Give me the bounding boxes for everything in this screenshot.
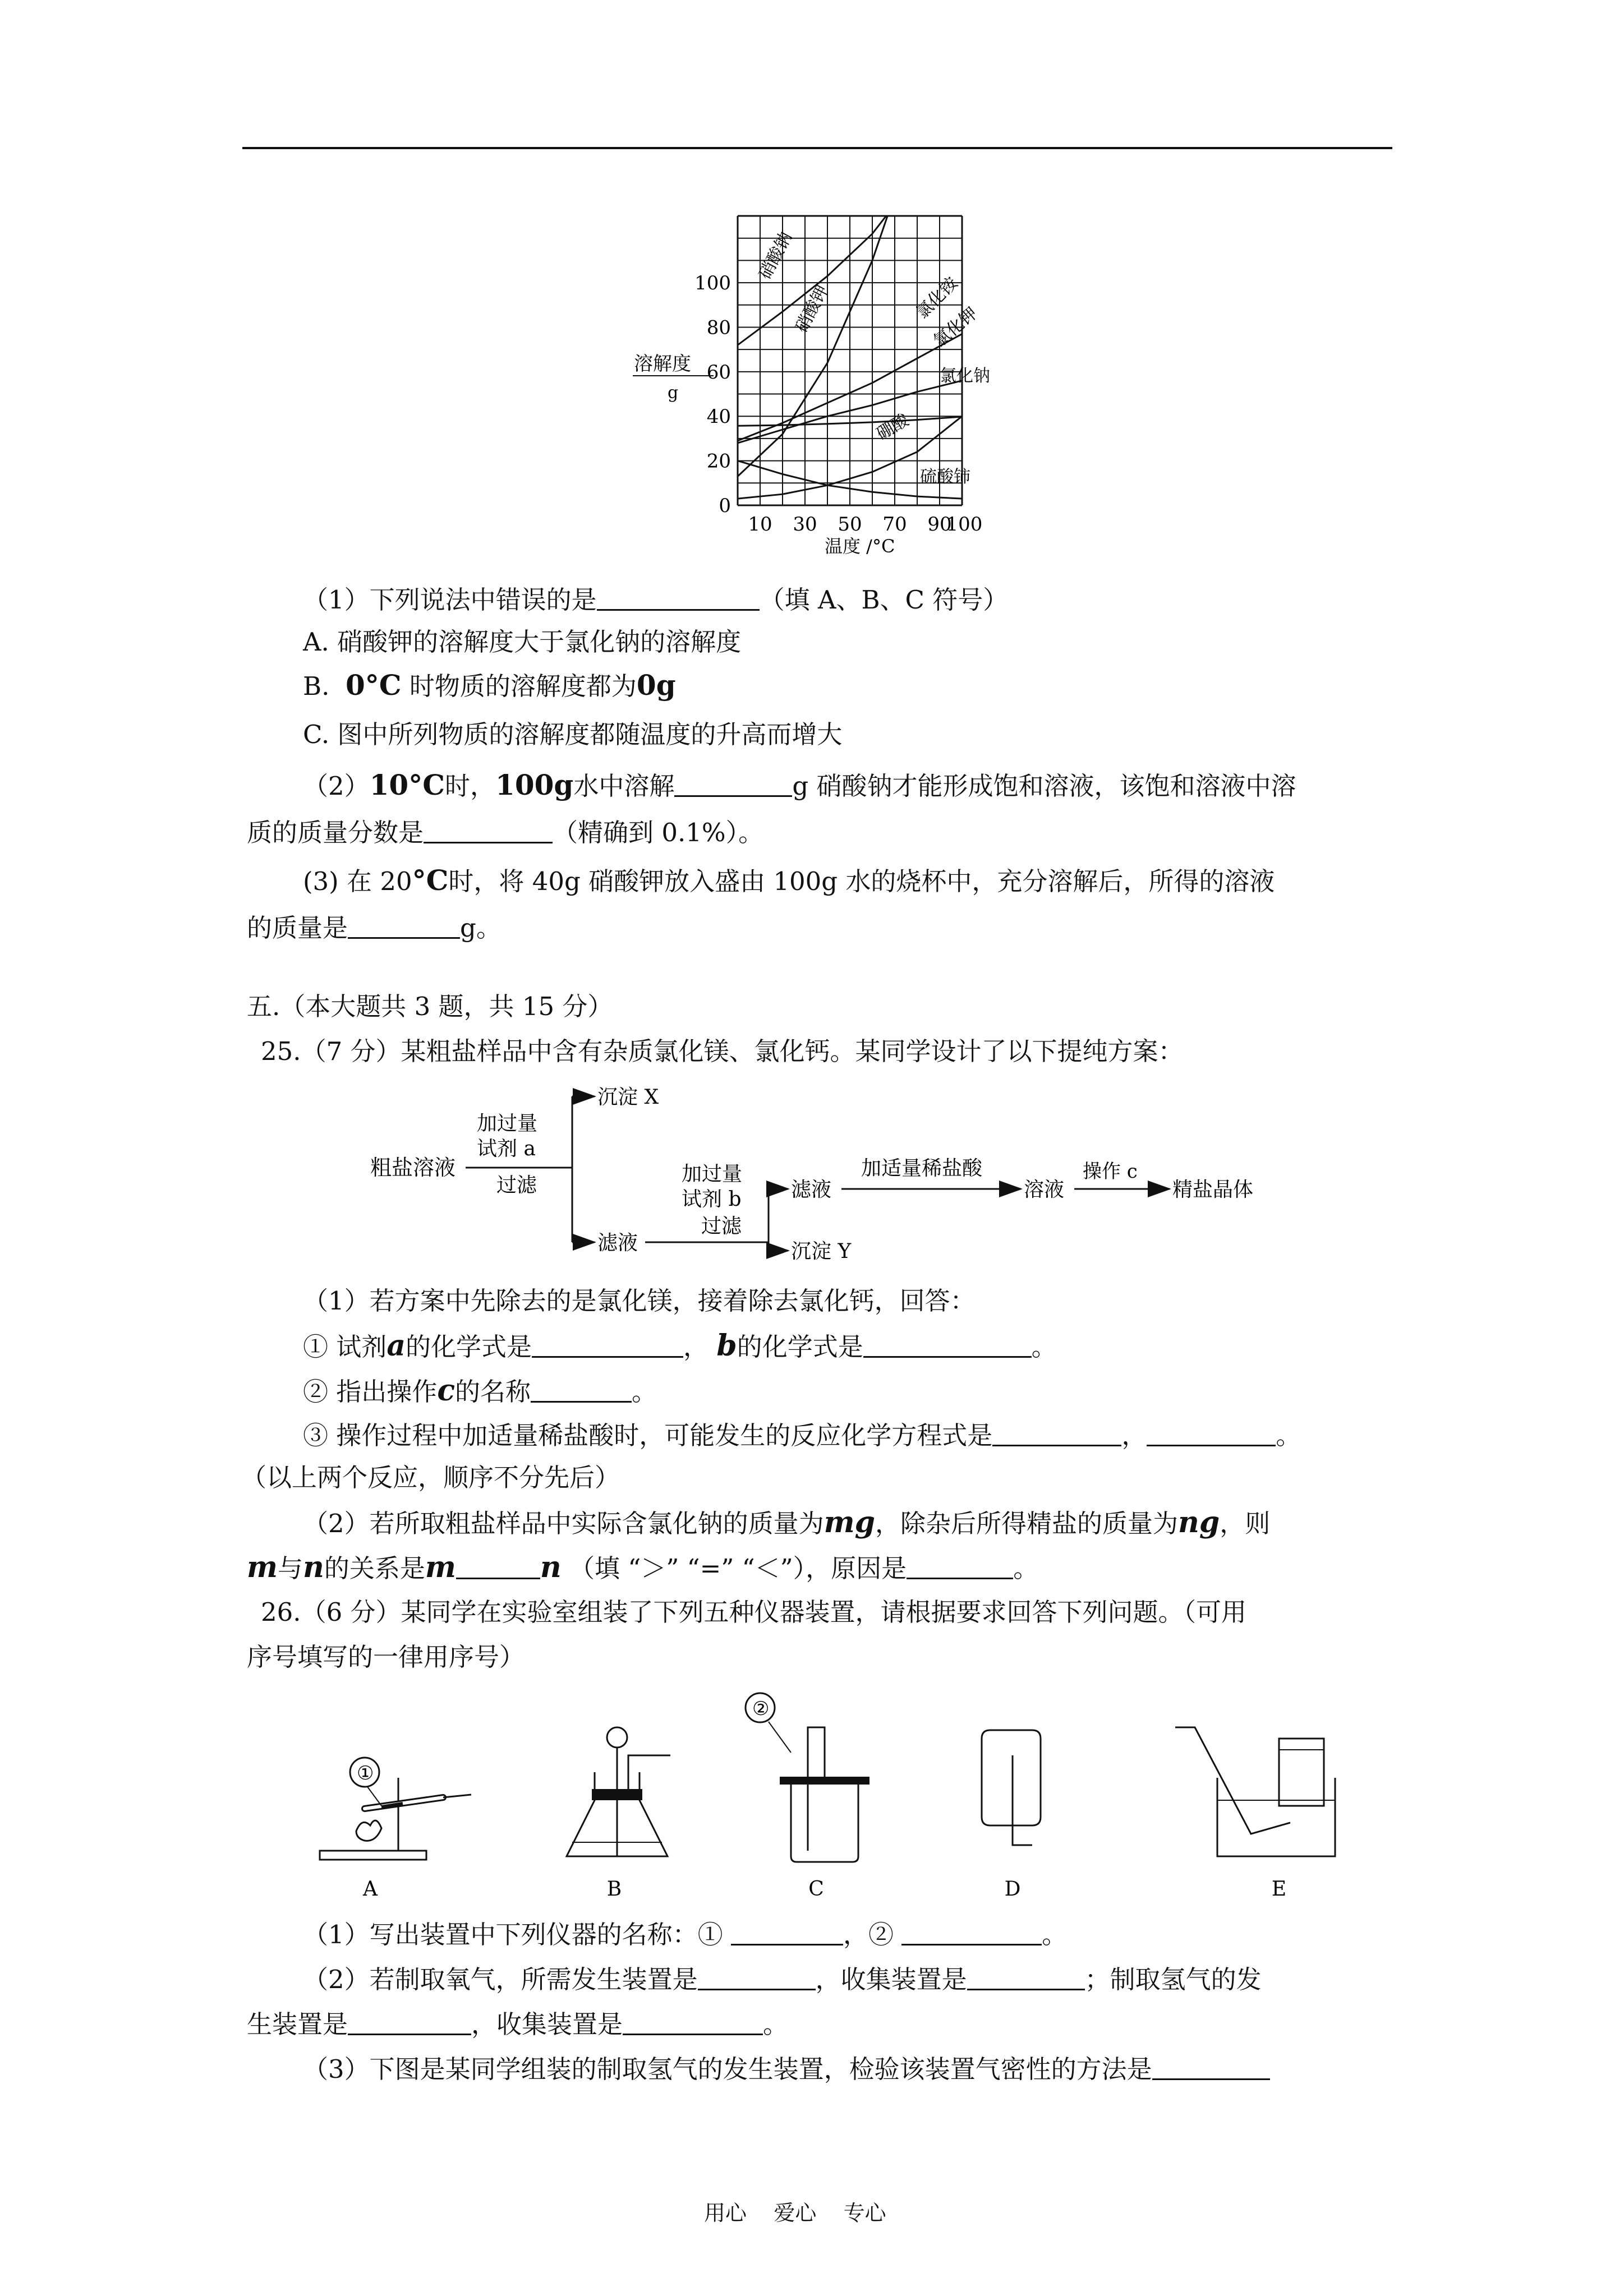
page-footer: 用心 爱心 专心 (704, 2201, 886, 2225)
flow-ppt-x: 沉淀 X (597, 1086, 659, 1109)
q24-p2-num: （2） (303, 771, 370, 801)
q26-p2-text-c: ；制取氢气的发 (1084, 1965, 1262, 1994)
q25-p2-end: 。 (1013, 1553, 1039, 1583)
series-label: 氯化钾 (930, 303, 982, 352)
q26-p2-text-d: 生装置是 (247, 2009, 348, 2039)
q26-part1 (303, 1918, 1067, 1952)
q24-p3-text-b: 时，将 40g 硝酸钾放入盛由 100g 水的烧杯中，充分溶解后，所得的溶液 (448, 866, 1275, 896)
q24-part3 (303, 864, 1275, 898)
q26-part2 (303, 1963, 1262, 1997)
flow-r1-c: 过滤 (496, 1174, 537, 1197)
flow-filtrate2: 滤液 (791, 1178, 832, 1201)
q24-part1 (303, 583, 1008, 617)
solubility-chart (617, 208, 1032, 566)
q24-p3-text-a: (3) 在 20 (303, 866, 412, 896)
flow-r2-c: 过滤 (701, 1215, 742, 1238)
x-tick-label: 10 (748, 513, 772, 536)
q25-part1: （1）若方案中先除去的是氯化镁，接着除去氯化钙，回答： (303, 1286, 976, 1316)
series-label: 氯化钠 (940, 366, 990, 386)
answer-blank-q25-c[interactable] (531, 1376, 632, 1403)
y-tick-label: 60 (706, 361, 731, 384)
q24-p2-text-a: 时， (445, 771, 496, 801)
answer-blank-q25-eq2[interactable] (1147, 1420, 1276, 1446)
answer-blank-q25-compare[interactable] (456, 1553, 540, 1579)
answer-blank-q24-2[interactable] (674, 771, 792, 797)
q24-p1-hint: （填 A、B、C 符号） (759, 585, 1009, 615)
var-m-2: m (425, 1550, 456, 1584)
series-label: 氯化铵 (912, 273, 962, 323)
apparatus-d (982, 1730, 1041, 1845)
q25-s3-text-a: ③ 操作过程中加适量稀盐酸时，可能发生的反应化学方程式是 (303, 1421, 993, 1450)
x-tick-label: 50 (838, 513, 862, 536)
q25-s2-text-b: 的名称 (454, 1377, 531, 1407)
chart-yunit: g (668, 383, 679, 403)
apparatus-label-d: D (1004, 1878, 1021, 1901)
flow-product: 精盐晶体 (1172, 1178, 1254, 1201)
chart-xlabel: 温度 /°C (825, 536, 895, 557)
q26-p2-text-b: ，收集装置是 (815, 1965, 967, 1994)
flow-r2-a: 加过量 (682, 1163, 743, 1186)
y-tick-label: 40 (706, 405, 731, 428)
mass-n-symbol: ng (1178, 1505, 1220, 1539)
flow-filtrate1: 滤液 (597, 1232, 638, 1255)
q26-part3 (303, 2053, 1270, 2086)
y-tick-label: 80 (706, 316, 731, 339)
q25-s1-text-b: 的化学式是 (406, 1332, 532, 1362)
y-tick-label: 20 (706, 450, 731, 473)
q25-s1-comma: ， (683, 1332, 709, 1362)
flow-solution: 溶液 (1024, 1178, 1065, 1201)
q26-p2-text-a: （2）若制取氧气，所需发生装置是 (303, 1965, 698, 1994)
flow-r2-b: 试剂 b (682, 1188, 742, 1211)
q25-s2-end: 。 (632, 1377, 657, 1407)
q26-p2-text-e: ，收集装置是 (471, 2009, 623, 2039)
q25-s1-end: 。 (1031, 1332, 1057, 1362)
answer-blank-q26-5[interactable] (348, 2009, 471, 2035)
chart-x-tick-labels (748, 513, 982, 536)
series-label: 硫酸铈 (920, 467, 970, 487)
apparatus-label-b: B (606, 1878, 622, 1901)
q26-intro-line2: 序号填写的一律用序号） (247, 1642, 525, 1672)
answer-blank-q24-4[interactable] (348, 912, 460, 939)
answer-blank-q25-eq1[interactable] (992, 1420, 1121, 1446)
q26-p1-text-b: ，② (843, 1920, 894, 1949)
reagent-b-symbol: b (716, 1329, 737, 1363)
apparatus-e (1175, 1727, 1335, 1856)
q24-p3-text-d: g。 (460, 913, 502, 943)
apparatus-label-c: C (808, 1878, 824, 1901)
q25-sub2 (303, 1374, 657, 1409)
q24-p2-temp: 10°C (369, 768, 445, 801)
q24-p2-text-d: 质的质量分数是 (247, 818, 424, 847)
q24-p2-text-e: （精确到 0.1%）。 (553, 818, 764, 847)
q24-p2-text-b: 水中溶解 (573, 771, 675, 801)
q24-p3-unit: °C (412, 864, 449, 897)
answer-blank-q26-3[interactable] (698, 1964, 816, 1990)
opt-b-letter: B. (303, 671, 330, 701)
q24-p2-mass: 100g (495, 768, 574, 801)
answer-blank-q25-reason[interactable] (907, 1553, 1013, 1579)
series-label: 硝酸钾 (792, 282, 833, 336)
answer-blank-q24-3[interactable] (424, 817, 553, 843)
x-tick-label: 100 (946, 513, 983, 536)
q25-p2-text-a: （2）若所取粗盐样品中实际含氯化钠的质量为 (303, 1509, 824, 1538)
q25-part2-line2 (247, 1551, 1038, 1585)
reagent-a-symbol: a (387, 1329, 406, 1363)
q25-s1-text-d: 的化学式是 (737, 1332, 863, 1362)
q24-part3-line2 (247, 911, 502, 945)
x-tick-label: 90 (927, 513, 952, 536)
chart-y-tick-labels (694, 272, 731, 517)
q25-sub1 (303, 1329, 1057, 1364)
opt-b-text: 时物质的溶解度都为 (409, 671, 637, 701)
q24-option-c: C. 图中所列物质的溶解度都随温度的升高而增大 (303, 720, 843, 749)
apparatus-labels (362, 1878, 1286, 1901)
q26-p2-end: 。 (763, 2009, 789, 2039)
chart-ylabel: 溶解度 (634, 353, 691, 375)
circle-1-label: ① (357, 1762, 374, 1785)
flow-r1-b: 试剂 a (477, 1137, 536, 1160)
q25-p2-text-c: ，则 (1220, 1509, 1271, 1538)
operation-c-symbol: c (437, 1373, 455, 1408)
y-tick-label: 100 (694, 272, 731, 295)
x-tick-label: 30 (793, 513, 817, 536)
q26-intro: 26.（6 分）某同学在实验室组装了下列五种仪器装置，请根据要求回答下列问题。（可用 (261, 1597, 1247, 1627)
q25-p2-text-f: （填 “＞” “=” “＜”），原因是 (569, 1553, 907, 1583)
answer-blank-q26-6[interactable] (623, 2009, 763, 2035)
q25-sub3-note: （以上两个反应，顺序不分先后） (241, 1463, 620, 1492)
mass-m-symbol: mg (823, 1505, 876, 1539)
q26-p3-text: （3）下图是某同学组装的制取氢气的发生装置，检验该装置气密性的方法是 (303, 2054, 1152, 2084)
apparatus-label-e: E (1271, 1878, 1287, 1901)
flow-start: 粗盐溶液 (370, 1155, 456, 1180)
q25-s1-text-a: ① 试剂 (303, 1332, 387, 1362)
q25-s2-text-a: ② 指出操作 (303, 1377, 438, 1407)
q25-p2-text-b: ，除杂后所得精盐的质量为 (875, 1509, 1179, 1538)
q24-option-b (303, 668, 676, 703)
q24-part2-line2 (247, 816, 763, 850)
apparatus-label-a: A (363, 1878, 378, 1901)
flow-r1-a: 加过量 (477, 1112, 538, 1135)
series-label: 硝酸钠 (755, 228, 797, 283)
purification-flowchart (370, 1082, 1324, 1262)
q25-p2-text-e: 的关系是 (324, 1553, 425, 1583)
q24-option-a: A. 硝酸钾的溶解度大于氯化钠的溶解度 (303, 627, 742, 657)
x-tick-label: 70 (882, 513, 907, 536)
q24-p1-text: （1）下列说法中错误的是 (303, 585, 597, 615)
q25-s3-comma: ， (1121, 1421, 1147, 1450)
answer-blank-q25-a[interactable] (532, 1331, 683, 1358)
q24-p2-text-c: g 硝酸钠才能形成饱和溶液，该饱和溶液中溶 (792, 771, 1296, 801)
q25-p2-text-d: 与 (278, 1553, 303, 1583)
q25-s3-end: 。 (1276, 1421, 1301, 1450)
apparatus-c (746, 1693, 869, 1862)
opt-b-temp: 0°C (345, 668, 402, 702)
header-rule (242, 147, 1392, 149)
section-heading: 五.（本大题共 3 题，共 15 分） (247, 992, 613, 1021)
flow-acid: 加适量稀盐酸 (861, 1157, 983, 1180)
apparatus-b (567, 1727, 670, 1856)
q25-intro: 25.（7 分）某粗盐样品中含有杂质氯化镁、氯化钙。某同学设计了以下提纯方案： (261, 1036, 1184, 1066)
var-n-2: n (540, 1550, 562, 1584)
flow-ppt-y: 沉淀 Y (791, 1240, 852, 1262)
q26-p1-text-a: （1）写出装置中下列仪器的名称：① (303, 1920, 723, 1949)
answer-blank-q24-1[interactable] (597, 584, 760, 611)
answer-blank-q26-1[interactable] (731, 1919, 843, 1945)
answer-blank-q25-b[interactable] (863, 1331, 1032, 1358)
opt-b-value: 0g (636, 668, 676, 702)
var-n: n (303, 1550, 324, 1584)
apparatus-a (320, 1758, 471, 1860)
flow-op: 操作 c (1083, 1160, 1138, 1183)
circle-2-label: ② (752, 1698, 770, 1720)
var-m: m (247, 1550, 278, 1584)
q25-sub3 (303, 1419, 1301, 1453)
q24-p3-text-c: 的质量是 (247, 913, 348, 943)
q25-part2 (303, 1506, 1270, 1541)
q26-part2-line2 (247, 2008, 788, 2041)
series-label: 硼酸 (873, 410, 912, 444)
answer-blank-q26-2[interactable] (901, 1919, 1042, 1945)
answer-blank-q26-7[interactable] (1152, 2054, 1270, 2080)
apparatus-figure (303, 1688, 1369, 1912)
q26-p1-end: 。 (1042, 1920, 1068, 1949)
answer-blank-q26-4[interactable] (967, 1964, 1085, 1990)
y-tick-label: 0 (719, 495, 731, 517)
q24-part2 (303, 768, 1296, 803)
